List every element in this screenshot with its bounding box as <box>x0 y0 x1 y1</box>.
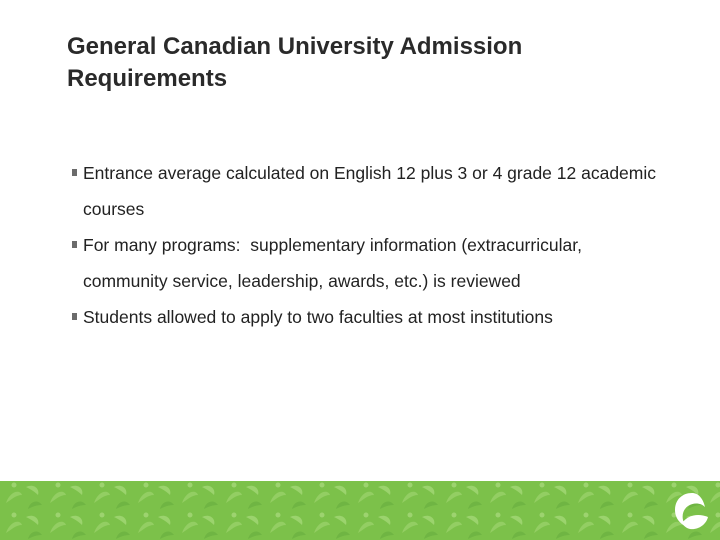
footer-leaf-band <box>0 481 720 540</box>
bullet-text: Students allowed to apply to two faculties at most institutions <box>83 307 553 327</box>
bullet-list <box>72 155 662 335</box>
bullet-item <box>72 227 662 299</box>
bullet-item <box>72 299 662 335</box>
leaf-swirl-logo-icon <box>668 487 716 535</box>
title-line-1: General Canadian University Admission <box>67 33 523 60</box>
title-line-2: Requirements <box>67 65 228 92</box>
square-bullet-icon <box>72 241 77 248</box>
square-bullet-icon <box>72 313 77 320</box>
leaf-pattern-icon <box>0 481 720 540</box>
bullet-item <box>72 155 662 227</box>
bullet-text: Entrance average calculated on English 12 plus 3 or 4 grade 12 academic courses <box>83 163 661 219</box>
slide-title <box>67 31 667 95</box>
bullet-text: For many programs: supplementary information (extracurricular, community service, leadership, awards, etc.) is reviewed <box>83 235 587 291</box>
square-bullet-icon <box>72 169 77 176</box>
